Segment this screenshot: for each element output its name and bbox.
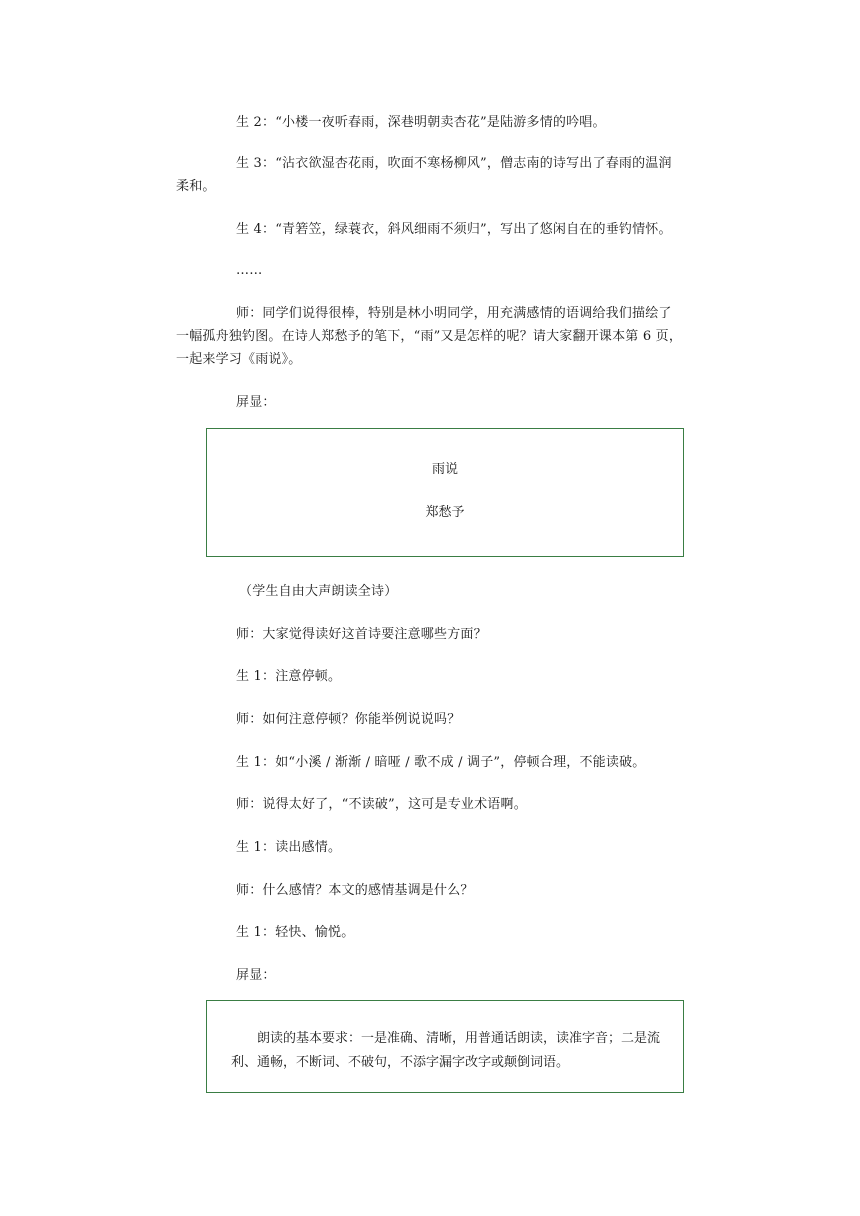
paragraph-student2: 生 2：“小楼一夜听春雨，深巷明朝卖杏花”是陆游多情的吟唱。 [236,115,606,130]
paragraph-teacher-q2: 师：如何注意停顿？你能举例说说吗？ [236,712,461,727]
poem-title: 雨说 [431,462,458,477]
paragraph-student1-a3: 生 1：读出感情。 [236,840,342,855]
paragraph-teacher-q1: 师：大家觉得读好这首诗要注意哪些方面？ [236,627,487,642]
paragraph-student1-a1: 生 1：注意停顿。 [236,669,342,684]
paragraph-ellipsis: …… [236,263,263,278]
paragraph-stage-direction: （学生自由大声朗读全诗） [239,584,398,599]
paragraph-screen-label-1: 屏显： [236,395,276,410]
paragraph-student1-a4: 生 1：轻快、愉悦。 [236,925,355,940]
paragraph-student1-a2: 生 1：如“小溪 / 渐渐 / 暗哑 / 歌不成 / 调子”，停顿合理，不能读破。 [236,755,646,770]
paragraph-teacher-intro: 师：同学们说得很棒，特别是林小明同学，用充满感情的语调给我们描绘了一幅孤舟独钓图。在诗人郑愁予的笔下，“雨”又是怎样的呢？请大家翻开课本第 6 页，一起来学习《雨说》。 [176,306,683,367]
paragraph-teacher-praise: 师：说得太好了，“不读破”，这可是专业术语啊。 [236,797,527,812]
screen-display-box-title [206,428,684,557]
paragraph-screen-label-2: 屏显： [236,968,276,983]
reading-requirements-text: 朗读的基本要求：一是准确、清晰，用普通话朗读，读准字音；二是流利、通畅，不断词、不破句，不添字漏字改字或颠倒词语。 [231,1031,661,1070]
screen-display-box-reading [206,1000,684,1093]
paragraph-teacher-q3: 师：什么感情？本文的感情基调是什么？ [236,883,474,898]
paragraph-student4: 生 4：“青箬笠，绿蓑衣，斜风细雨不须归”，写出了悠闲自在的垂钓情怀。 [236,222,672,237]
paragraph-student3: 生 3：“沾衣欲湿杏花雨，吹面不寒杨柳风”，僧志南的诗写出了春雨的温润柔和。 [176,156,672,194]
poem-author: 郑愁予 [425,505,465,520]
